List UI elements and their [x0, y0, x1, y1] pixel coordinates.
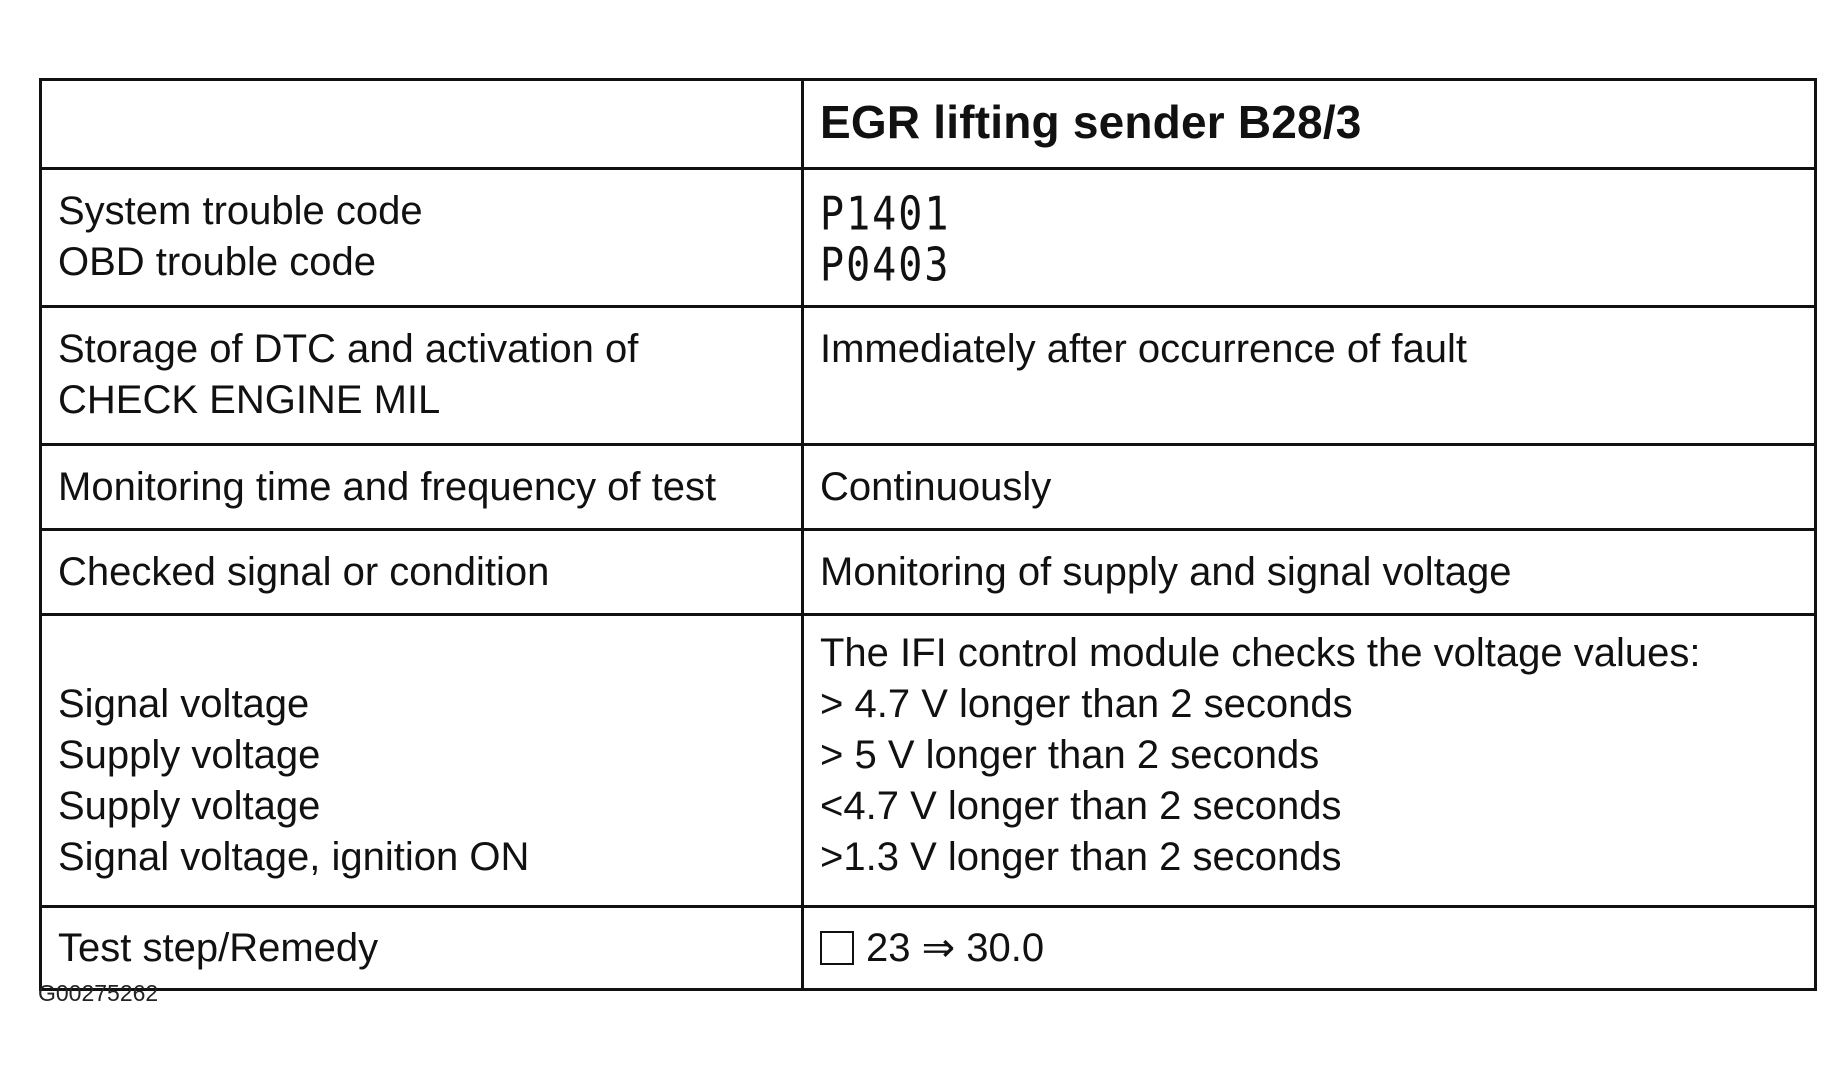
table-row-storage	[41, 307, 1816, 445]
signal-voltage-label: Signal voltage	[58, 682, 310, 726]
storage-label-line-1: Storage of DTC and activation of	[58, 327, 639, 371]
monitoring-value: Continuously	[820, 464, 1052, 509]
table-row-monitoring	[41, 445, 1816, 530]
remedy-label: Test step/Remedy	[58, 925, 379, 970]
value-block	[820, 616, 1798, 883]
checked-signal-label: Checked signal or condition	[58, 549, 550, 594]
monitoring-label: Monitoring time and frequency of test	[58, 464, 717, 509]
row-label-cell	[41, 907, 803, 990]
table-row-remedy	[41, 907, 1816, 990]
header-empty-cell	[41, 80, 803, 169]
row-label-cell	[41, 169, 803, 307]
voltage-value: > 4.7 V longer than 2 seconds	[820, 682, 1353, 726]
value-block	[820, 308, 1798, 375]
row-label-cell	[41, 615, 803, 907]
supply-voltage-label: Supply voltage	[58, 784, 321, 828]
row-label-cell	[41, 445, 803, 530]
diagnostic-table	[39, 78, 1817, 991]
voltage-value: > 5 V longer than 2 seconds	[820, 733, 1320, 777]
row-label-cell	[41, 530, 803, 615]
label-block	[58, 616, 785, 883]
figure-id: G00275262	[38, 980, 159, 1006]
storage-label-line-2: CHECK ENGINE MIL	[58, 378, 441, 422]
remedy-value-group	[820, 923, 1798, 974]
checkbox-icon	[820, 931, 854, 965]
signal-voltage-ignition-label: Signal voltage, ignition ON	[58, 835, 530, 879]
row-value-cell	[803, 907, 1816, 990]
storage-value: Immediately after occurrence of fault	[820, 327, 1467, 371]
voltage-intro: The IFI control module checks the voltage values:	[820, 631, 1701, 675]
label-block	[58, 170, 785, 288]
row-label-cell	[41, 307, 803, 445]
table-row-checked-signal	[41, 530, 1816, 615]
table-header-row	[41, 80, 1816, 169]
voltage-value: >1.3 V longer than 2 seconds	[820, 835, 1342, 879]
voltage-value: <4.7 V longer than 2 seconds	[820, 784, 1342, 828]
table-row-voltage	[41, 615, 1816, 907]
table-title: EGR lifting sender B28/3	[820, 96, 1362, 148]
header-title-cell	[803, 80, 1816, 169]
row-value-cell	[803, 530, 1816, 615]
label-block	[58, 308, 785, 426]
row-value-cell	[803, 307, 1816, 445]
supply-voltage-label: Supply voltage	[58, 733, 321, 777]
system-trouble-code-label: System trouble code	[58, 189, 423, 233]
checked-signal-value: Monitoring of supply and signal voltage	[820, 549, 1512, 594]
row-value-cell	[803, 445, 1816, 530]
system-trouble-code-value: P1401	[820, 188, 951, 242]
table-row-trouble-codes	[41, 169, 1816, 307]
value-block	[820, 170, 1798, 293]
obd-trouble-code-label: OBD trouble code	[58, 240, 376, 284]
obd-trouble-code-value: P0403	[820, 239, 951, 293]
row-value-cell	[803, 615, 1816, 907]
row-value-cell	[803, 169, 1816, 307]
remedy-value: 23 ⇒ 30.0	[866, 925, 1045, 970]
